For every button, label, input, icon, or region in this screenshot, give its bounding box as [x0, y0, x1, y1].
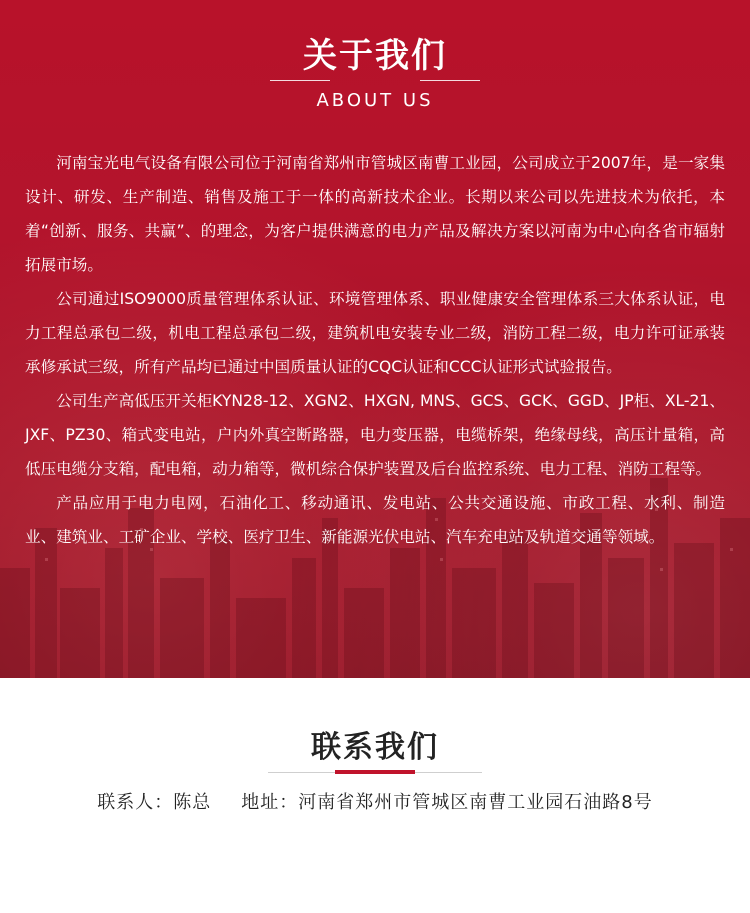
contact-person: 联系人：陈总 [97, 792, 212, 813]
about-title: 关于我们 [303, 36, 447, 76]
title-divider-left [270, 80, 330, 81]
about-paragraph: 产品应用于电力电网，石油化工、移动通讯、发电站、公共交通设施、市政工程、水利、制造业、建筑业、工矿企业、学校、医疗卫生、新能源光伏电站、汽车充电站及轨道交通等领域。 [25, 494, 725, 546]
about-subtitle: ABOUT US [316, 90, 434, 111]
about-text [25, 146, 725, 554]
contact-address: 地址：河南省郑州市管城区南曹工业园石油路8号 [241, 792, 653, 813]
contact-title: 联系我们 [311, 730, 439, 765]
about-paragraph: 公司生产高低压开关柜KYN28-12、XGN2、HXGN, MNS、GCS、GCK、GGD、JP柜、XL-21、JXF、PZ30、箱式变电站，户内外真空断路器，电力变压器，电缆桥架，绝缘母线，高压计量箱，高低压电缆分支箱，配电箱，动力箱等，微机综合保护装置及后台监控系统、电力工程、消防工程等。 [25, 392, 725, 478]
about-paragraph: 公司通过ISO9000质量管理体系认证、环境管理体系、职业健康安全管理体系三大体系认证，电力工程总承包二级，机电工程总承包二级，建筑机电安装专业二级，消防工程二级，电力许可证承装承修承试三级，所有产品均已通过中国质量认证的CQC认证和CCC认证形式试验报告。 [25, 290, 725, 376]
title-divider-right [420, 80, 480, 81]
contact-info [0, 788, 750, 814]
contact-accent-bar [335, 770, 415, 774]
about-paragraph: 河南宝光电气设备有限公司位于河南省郑州市管城区南曹工业园，公司成立于2007年，是一家集设计、研发、生产制造、销售及施工于一体的高新技术企业。长期以来公司以先进技术为依托，本着“创新、服务、共赢”、的理念，为客户提供满意的电力产品及解决方案以河南为中心向各省市辐射拓展市场。 [25, 154, 725, 274]
